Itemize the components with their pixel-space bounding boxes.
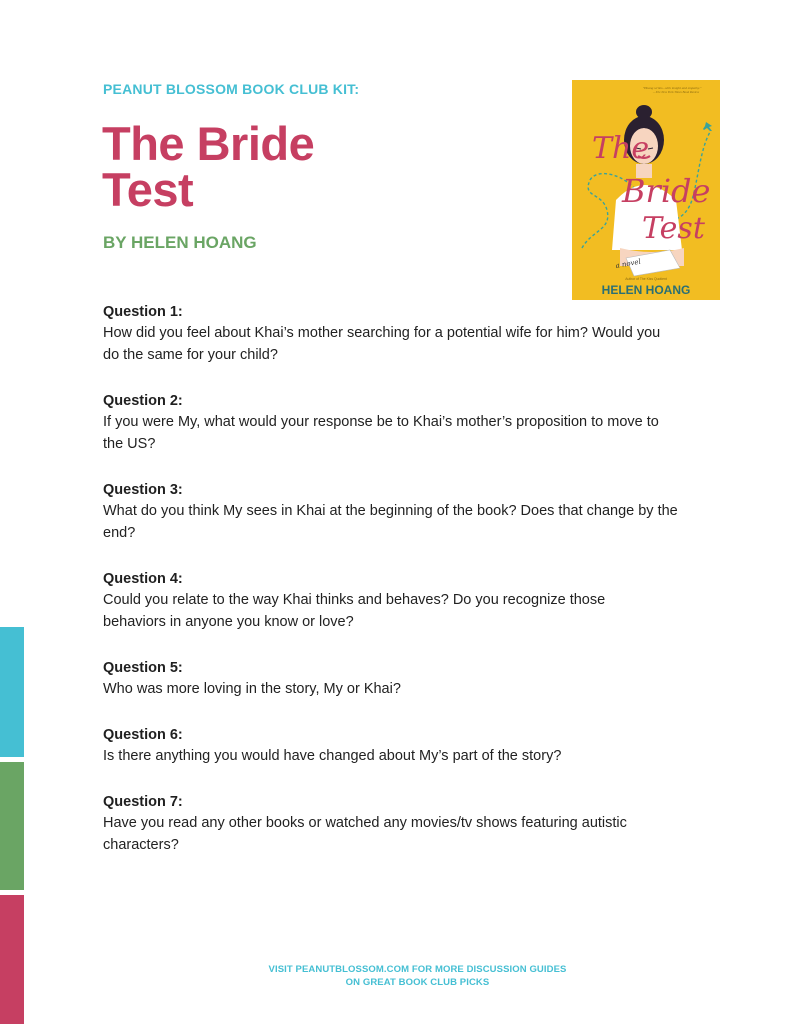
question-heading: Question 1: [103,304,183,320]
cover-script-title-1: The [592,131,650,166]
book-title [102,117,402,216]
sidebar-bar-pink [0,895,24,1024]
footer [0,963,791,989]
question-text-line: the US? [103,436,156,452]
cover-byline-small: Author of The Kiss Quotient [625,277,667,281]
sidebar-bar-green [0,762,24,890]
question-heading: Question 7: [103,794,183,810]
cover-script-title-2: Bride [622,172,711,210]
question-text-line: Could you relate to the way Khai thinks and behaves? Do you recognize those [103,592,606,608]
question-text-line: How did you feel about Khai’s mother searching for a potential wife for him? Would you [103,325,661,341]
cover-quote-2: —The New York Times Book Review [652,90,700,94]
footer-line-1: VISIT PEANUTBLOSSOM.COM FOR MORE DISCUSSION GUIDES [268,964,567,975]
cover-subtitle: a novel [614,257,642,270]
question-heading: Question 5: [103,660,183,676]
question-5 [103,658,723,700]
question-heading: Question 4: [103,571,183,587]
question-6 [103,725,723,767]
footer-line-2: ON GREAT BOOK CLUB PICKS [345,977,490,988]
question-text-line: do the same for your child? [103,347,278,363]
question-text-line: What do you think My sees in Khai at the beginning of the book? Does that change by the [103,503,678,519]
sidebar-bar-blue [0,627,24,757]
cover-script-title-3: Test [642,211,705,246]
kit-label: PEANUT BLOSSOM BOOK CLUB KIT: [103,81,360,97]
question-text-line: characters? [103,837,179,853]
cover-author: HELEN HOANG [601,283,691,297]
question-7 [103,792,723,856]
book-title-line-2: Test [102,163,194,216]
question-text-line: Is there anything you would have changed about My’s part of the story? [103,748,562,764]
question-3 [103,480,723,544]
book-author: BY HELEN HOANG [103,233,257,252]
question-heading: Question 2: [103,393,183,409]
question-text-line: behaviors in anyone you know or love? [103,614,354,630]
question-text-line: If you were My, what would your response be to Khai’s mother’s proposition to move to [103,414,659,430]
question-2 [103,391,723,455]
questions-list [103,300,723,856]
question-text-line: end? [103,525,136,541]
book-cover-image [572,80,720,300]
question-4 [103,569,723,633]
question-text-line: Have you read any other books or watched any movies/tv shows featuring autistic [103,815,627,831]
cover-quote-1: "Hoang writes...with insight and empathy." [642,86,702,90]
question-text-line: Who was more loving in the story, My or Khai? [103,681,401,697]
question-heading: Question 6: [103,727,183,743]
book-title-line-1: The Bride [102,117,315,170]
question-heading: Question 3: [103,482,183,498]
question-1 [103,302,723,366]
